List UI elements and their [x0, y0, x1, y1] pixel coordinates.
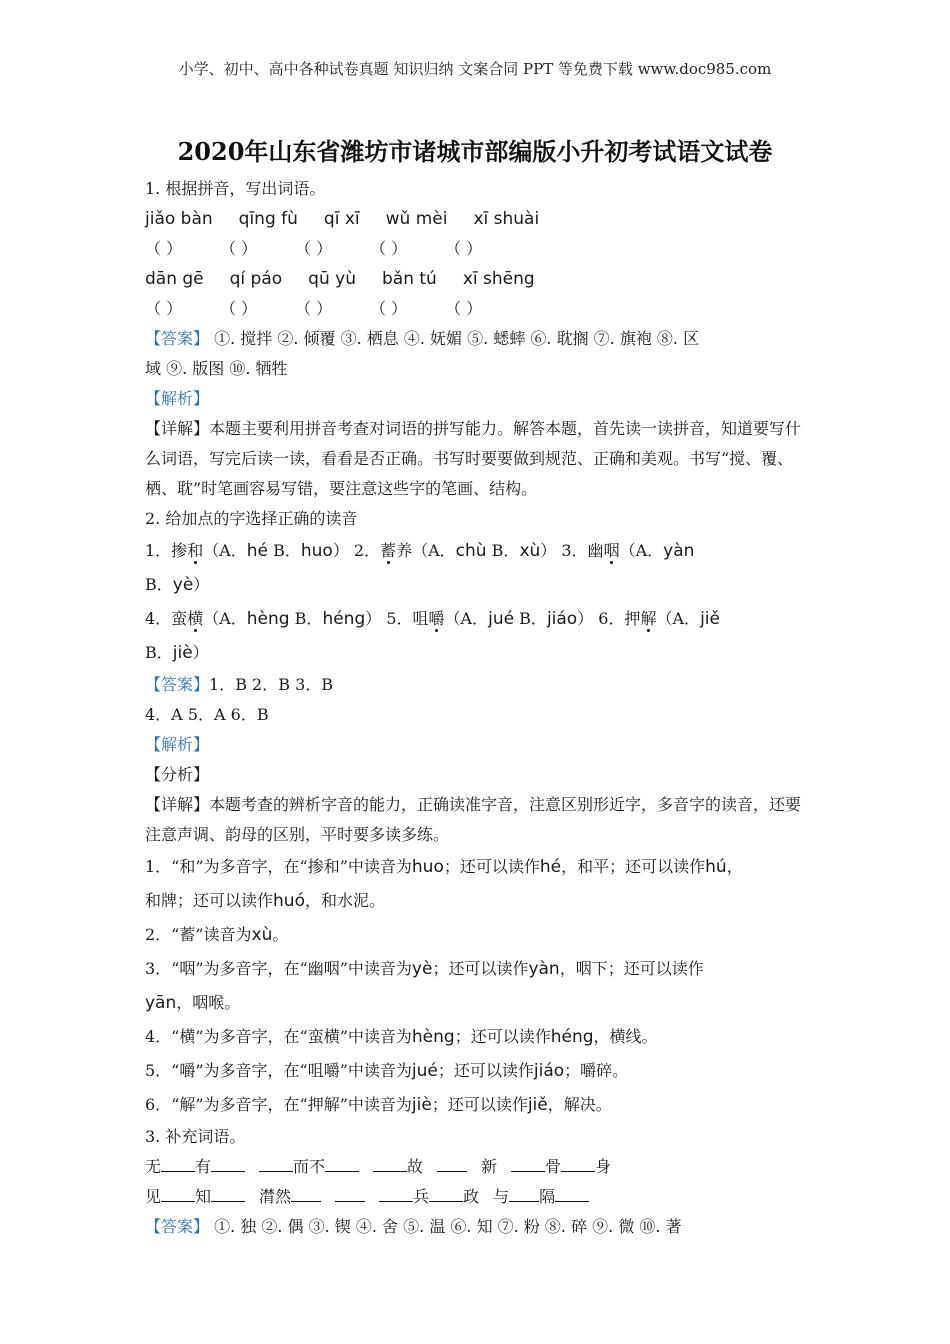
- q2-detail: 【详解】本题考查的辨析字音的能力，正确读准字音，注意区别形近字，多音字的读音，还要注意声调、韵母的区别，平时要多读多练。: [145, 795, 802, 844]
- q1-question: 1. 根据拼音，写出词语。: [145, 179, 326, 198]
- pinyin: huó: [273, 891, 305, 911]
- pinyin: dān gē: [145, 269, 204, 289]
- text: 3．“咽”为多音字，在“幽咽”中读音为: [145, 959, 412, 978]
- text: 5．“嚼”为多音字，在“咀嚼”中读音为: [145, 1061, 412, 1080]
- pinyin: bǎn tú: [381, 269, 437, 289]
- dotted-char: 蓄: [380, 541, 397, 560]
- fill-blank: [555, 1183, 589, 1202]
- pinyin: hé: [246, 541, 268, 561]
- q2-explain-1: [145, 850, 810, 884]
- document-content: [145, 174, 810, 1242]
- dotted-char: 咽: [603, 541, 620, 560]
- text: 而不: [293, 1157, 326, 1176]
- text: 见: [145, 1187, 162, 1206]
- answer-blank: （ ）: [220, 299, 258, 318]
- pinyin: jiè: [172, 643, 193, 663]
- q3-row2: [145, 1182, 810, 1212]
- q2-explain-3-cont: [145, 986, 810, 1020]
- text: ，咽下；还可以读作: [559, 959, 704, 978]
- pinyin: jué: [488, 609, 515, 629]
- text: ，咽喉。: [176, 993, 241, 1012]
- fill-blank: [335, 1183, 365, 1202]
- text: 新: [481, 1157, 498, 1176]
- q2-options-row4: [145, 636, 810, 670]
- answer-label: 【答案】: [145, 1217, 210, 1236]
- text: 无: [145, 1157, 162, 1176]
- text: ；还可以读作: [437, 1061, 534, 1080]
- text: （A．: [656, 609, 701, 628]
- q1-detail: 【详解】本题主要利用拼音考查对词语的拼写能力。解答本题，首先读一读拼音，知道要写什么词语，写完后读一读，看看是否正确。书写时要要做到规范、正确和美观。书写“搅、覆、栖、耽”时笔画容易写错，要注意这些字的笔画、结构。: [145, 419, 802, 498]
- pinyin: yān: [145, 993, 177, 1013]
- text: 有: [195, 1157, 212, 1176]
- pinyin: huo: [411, 857, 444, 877]
- answer-blank: （ ）: [370, 299, 408, 318]
- pinyin: hèng: [246, 609, 290, 629]
- text: ）: [192, 643, 209, 662]
- text: B．: [486, 541, 520, 560]
- text: 4．蛮: [145, 609, 188, 628]
- answer-blank: （ ）: [370, 239, 408, 258]
- q2-explain-3: [145, 952, 810, 986]
- text: ） 3．幽: [540, 541, 604, 560]
- pinyin: xī shēng: [462, 269, 535, 289]
- text: 。: [272, 925, 289, 944]
- answer-text: 1．B 2．B 3．B: [209, 675, 334, 694]
- text: 故: [407, 1157, 424, 1176]
- text: 和牌；还可以读作: [145, 891, 274, 910]
- text: ） 5．咀: [365, 609, 429, 628]
- text: B．: [145, 575, 173, 594]
- pinyin: yàn: [528, 959, 560, 979]
- answer-blank: （ ）: [145, 299, 183, 318]
- text: ；还可以读作: [454, 1027, 551, 1046]
- q2-answer: [145, 670, 810, 700]
- answer-label: 【答案】: [145, 329, 210, 348]
- text: ） 2．: [332, 541, 381, 560]
- text: 养（A．: [396, 541, 456, 560]
- q3-row1: [145, 1152, 810, 1182]
- pinyin: jiè: [411, 1095, 432, 1115]
- dotted-char: 嚼: [428, 609, 445, 628]
- fill-blank: [379, 1183, 413, 1202]
- text: ，和水泥。: [304, 891, 385, 910]
- fill-blank: [373, 1153, 407, 1172]
- pinyin: huo: [300, 541, 333, 561]
- answer-blank: （ ）: [220, 239, 258, 258]
- text: 政: [463, 1187, 480, 1206]
- text: B．: [145, 643, 173, 662]
- text: 隔: [539, 1187, 556, 1206]
- text: （A．: [203, 541, 247, 560]
- pinyin: chù: [455, 541, 487, 561]
- text: 与: [493, 1187, 510, 1206]
- pinyin: jiǎo bàn: [145, 209, 213, 229]
- fill-blank: [161, 1183, 195, 1202]
- text: 1．掺: [145, 541, 188, 560]
- pinyin: qī xī: [323, 209, 360, 229]
- fill-blank: [259, 1153, 293, 1172]
- text: 4．“横”为多音字，在“蛮横”中读音为: [145, 1027, 412, 1046]
- dotted-char: 横: [187, 609, 204, 628]
- text: ，横线。: [593, 1027, 658, 1046]
- q2-answer-cont: 4．A 5．A 6．B: [145, 705, 269, 724]
- text: ，和平；还可以读作: [561, 857, 706, 876]
- text: 知: [195, 1187, 212, 1206]
- fill-blank: [211, 1183, 245, 1202]
- pinyin: xī shuài: [473, 209, 540, 229]
- answer-text: ①. 独 ②. 偶 ③. 锲 ④. 舍 ⑤. 温 ⑥. 知 ⑦. 粉 ⑧. 碎 ⑨. 微 ⑩. 著: [214, 1217, 682, 1236]
- q2-explain-5: [145, 1054, 810, 1088]
- text: ） 6．押: [577, 609, 641, 628]
- text: B．: [289, 609, 323, 628]
- q2-options-row1: [145, 534, 810, 568]
- fill-blank: [211, 1153, 245, 1172]
- text: B．: [514, 609, 547, 628]
- pinyin: yè: [172, 575, 194, 595]
- text: B．: [268, 541, 301, 560]
- text: ；还可以读作: [431, 1095, 528, 1114]
- text: 身: [595, 1157, 612, 1176]
- pinyin: héng: [550, 1027, 594, 1047]
- q1-answer-cont: 域 ⑨. 版图 ⑩. 牺牲: [145, 359, 288, 378]
- q2-explain-6: [145, 1088, 810, 1122]
- text: ；还可以读作: [432, 959, 529, 978]
- pinyin: wǔ mèi: [385, 209, 448, 229]
- q3-answer: [145, 1212, 810, 1242]
- text: 潸然: [259, 1187, 292, 1206]
- text: （A．: [203, 609, 247, 628]
- text: 6．“解”为多音字，在“押解”中读音为: [145, 1095, 412, 1114]
- fill-blank: [437, 1153, 467, 1172]
- pinyin: jiě: [700, 609, 720, 629]
- pinyin: hé: [539, 857, 562, 877]
- answer-blank: （ ）: [295, 239, 333, 258]
- q2-options-row2: [145, 568, 810, 602]
- fill-blank: [561, 1153, 595, 1172]
- text: 骨: [545, 1157, 562, 1176]
- text: ；嚼碎。: [564, 1061, 629, 1080]
- q2-fenxi: 【分析】: [145, 765, 210, 784]
- pinyin: jiáo: [533, 1061, 565, 1081]
- pinyin: qū yù: [308, 269, 356, 289]
- fill-blank: [511, 1153, 545, 1172]
- q1-analysis-label: 【解析】: [145, 389, 210, 408]
- pinyin: yè: [411, 959, 433, 979]
- pinyin: yàn: [663, 541, 695, 561]
- pinyin: jiě: [527, 1095, 548, 1115]
- pinyin: hú: [705, 857, 727, 877]
- q2-explain-1-cont: [145, 884, 810, 918]
- q1-answer-blanks-row1: [145, 234, 810, 264]
- dotted-char: 和: [187, 541, 204, 560]
- q2-explain-2: [145, 918, 810, 952]
- text: ，: [726, 857, 743, 876]
- page-header: 小学、初中、高中各种试卷真题 知识归纳 文案合同 PPT 等免费下载 www.doc985.com: [178, 60, 772, 78]
- fill-blank: [291, 1183, 321, 1202]
- pinyin: xù: [251, 925, 273, 945]
- answer-blank: （ ）: [295, 299, 333, 318]
- q1-pinyin-row2: [145, 264, 810, 294]
- dotted-char: 解: [640, 609, 657, 628]
- answer-text: ①. 搅拌 ②. 倾覆 ③. 栖息 ④. 妩媚 ⑤. 蟋蟀 ⑥. 耽搁 ⑦. 旗袍 ⑧. 区: [214, 329, 700, 348]
- pinyin: jué: [411, 1061, 438, 1081]
- pinyin: jiáo: [546, 609, 578, 629]
- fill-blank: [325, 1153, 359, 1172]
- fill-blank: [429, 1183, 463, 1202]
- q1-answer: [145, 324, 810, 354]
- text: 1．“和”为多音字，在“掺和”中读音为: [145, 857, 412, 876]
- q2-options-row3: [145, 602, 810, 636]
- pinyin: qīng fù: [238, 209, 298, 229]
- pinyin: héng: [322, 609, 366, 629]
- answer-blank: （ ）: [445, 239, 483, 258]
- answer-blank: （ ）: [145, 239, 183, 258]
- q2-analysis-label: 【解析】: [145, 735, 210, 754]
- pinyin: hèng: [411, 1027, 455, 1047]
- q2-question: 2. 给加点的字选择正确的读音: [145, 509, 358, 528]
- text: （A．: [444, 609, 489, 628]
- text: ，解决。: [547, 1095, 612, 1114]
- text: （A．: [619, 541, 664, 560]
- fill-blank: [509, 1183, 539, 1202]
- page-title: 2020年山东省潍坊市诸城市部编版小升初考试语文试卷: [177, 137, 773, 166]
- answer-blank: （ ）: [445, 299, 483, 318]
- fill-blank: [161, 1153, 195, 1172]
- text: 兵: [413, 1187, 430, 1206]
- q2-explain-4: [145, 1020, 810, 1054]
- pinyin: qí páo: [229, 269, 283, 289]
- answer-label: 【答案】: [145, 675, 210, 694]
- q1-answer-blanks-row2: [145, 294, 810, 324]
- q1-pinyin-row1: [145, 204, 810, 234]
- text: ）: [193, 575, 210, 594]
- text: 2．“蓄”读音为: [145, 925, 252, 944]
- pinyin: xù: [519, 541, 541, 561]
- text: ；还可以读作: [443, 857, 540, 876]
- q3-question: 3. 补充词语。: [145, 1127, 246, 1146]
